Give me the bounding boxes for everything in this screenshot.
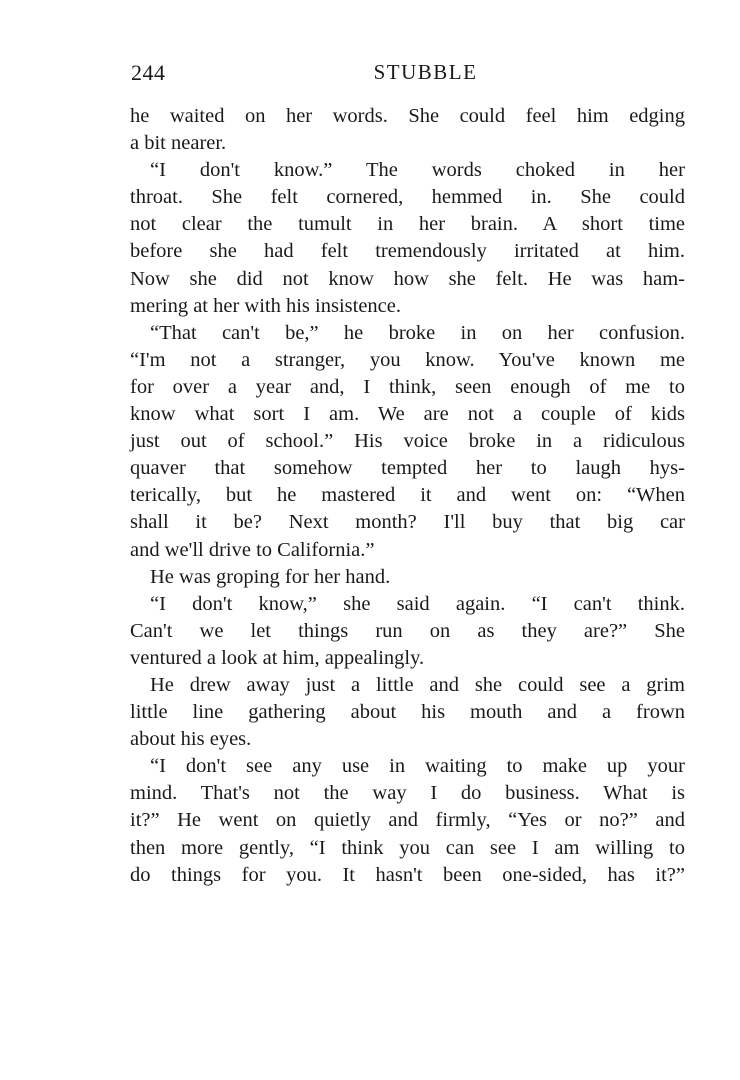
text-line: and we'll drive to California.” <box>130 538 375 561</box>
text-line: quaver that somehow tempted her to laugh hys- <box>130 457 685 480</box>
text-line: it?” He went on quietly and firmly, “Yes or no?” and <box>130 809 685 832</box>
running-head <box>131 60 684 90</box>
text-line: about his eyes. <box>130 728 252 751</box>
text-line: mering at her with his insistence. <box>130 294 401 317</box>
text-line: mind. That's not the way I do business. What is <box>130 782 685 805</box>
text-line: little line gathering about his mouth and a frown <box>130 701 685 724</box>
chapter-title: STUBBLE <box>373 60 478 84</box>
text-line: shall it be? Next month? I'll buy that big car <box>130 511 685 534</box>
text-line: Now she did not know how she felt. He was ham- <box>130 267 685 290</box>
text-line: “I'm not a stranger, you know. You've known me <box>130 348 685 371</box>
text-line: “I don't know.” The words choked in her <box>150 159 685 182</box>
text-line: “That can't be,” he broke in on her confusion. <box>150 321 685 344</box>
text-line: a bit nearer. <box>130 132 227 155</box>
text-line: just out of school.” His voice broke in a ridiculous <box>130 430 685 453</box>
text-line: He drew away just a little and she could see a grim <box>150 673 685 696</box>
text-line: for over a year and, I think, seen enough of me to <box>130 375 685 398</box>
page-number: 244 <box>131 60 166 85</box>
text-line: terically, but he mastered it and went on: “When <box>130 484 685 507</box>
text-line: then more gently, “I think you can see I am willing to <box>130 836 685 859</box>
text-line: he waited on her words. She could feel him edging <box>130 105 685 127</box>
text-line: do things for you. It hasn't been one-sided, has it?” <box>130 863 685 886</box>
body-text <box>130 103 685 889</box>
text-line: “I don't see any use in waiting to make up your <box>150 755 685 778</box>
text-line: know what sort I am. We are not a couple of kids <box>130 403 685 426</box>
text-line: He was groping for her hand. <box>150 565 391 588</box>
text-line: Can't we let things run on as they are?” She <box>130 619 685 642</box>
text-line: throat. She felt cornered, hemmed in. She could <box>130 186 685 209</box>
text-line: not clear the tumult in her brain. A short time <box>130 213 685 236</box>
text-line: before she had felt tremendously irritated at him. <box>130 240 685 263</box>
text-line: ventured a look at him, appealingly. <box>130 646 425 669</box>
text-line: “I don't know,” she said again. “I can't think. <box>150 592 685 615</box>
